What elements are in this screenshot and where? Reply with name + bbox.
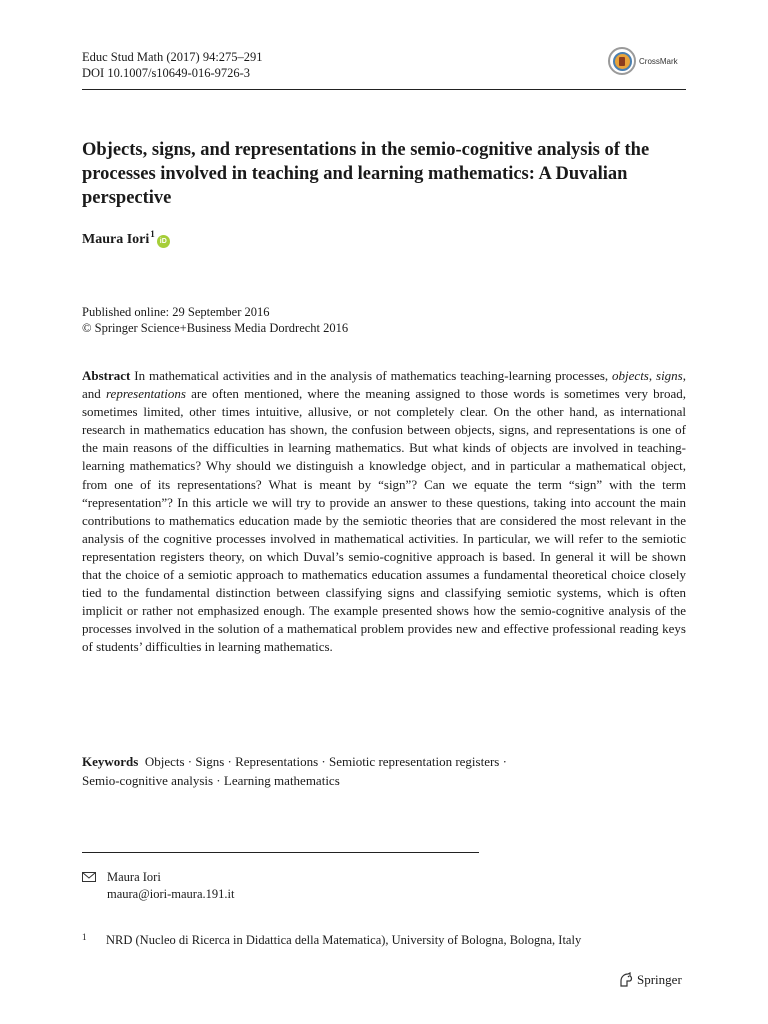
crossmark-badge[interactable] — [608, 47, 678, 75]
springer-horse-icon — [618, 972, 634, 988]
copyright-notice: © Springer Science+Business Media Dordrecht 2016 — [82, 321, 349, 335]
abstract-em-objects: objects — [612, 368, 649, 383]
affiliation-footnote — [82, 932, 581, 949]
abstract — [82, 367, 686, 657]
contact-email[interactable]: maura@iori-maura.191.it — [107, 887, 235, 901]
publication-info — [82, 304, 348, 336]
keywords-line-1: Objects · Signs · Representations · Semiotic representation registers · — [144, 754, 507, 769]
springer-logo — [618, 972, 682, 988]
keywords-line-2: Semio-cognitive analysis · Learning mathematics — [82, 772, 340, 788]
article-title: Objects, signs, and representations in the semio-cognitive analysis of the processes involved in teaching and learning mathematics: A Duvalian perspective — [82, 140, 650, 208]
crossmark-label: CrossMark — [639, 56, 678, 66]
corresponding-author — [82, 869, 234, 903]
footnote-rule — [82, 852, 479, 853]
keywords — [82, 753, 686, 790]
abstract-sep-2: , and — [82, 368, 686, 402]
keywords-label: Keywords — [82, 754, 139, 769]
author-name[interactable]: Maura Iori — [82, 232, 150, 247]
published-date: Published online: 29 September 2016 — [82, 305, 270, 319]
publisher-name: Springer — [637, 972, 682, 987]
affiliation-number: 1 — [82, 932, 87, 942]
abstract-label: Abstract — [82, 368, 131, 383]
author-line — [82, 229, 170, 248]
author-affiliation-mark: 1 — [150, 229, 155, 239]
crossmark-icon[interactable] — [608, 47, 636, 75]
contact-name: Maura Iori — [107, 870, 161, 884]
abstract-text-2: are often mentioned, where the meaning assigned to those words is sometimes very broad, sometimes limited, other times intuitive, allusive, or not completely clear. On the other hand, as international research in mathematics education has shown, the confusion between objects, signs, and representations is one of the main reasons of the difficulties in learning mathematics. But what kinds of objects are involved in teaching-learning mathematics? Why should we distinguish a knowledge object, and in particular a mathematical object, from one of its representations? What is meant by “sign”? Can we equate the term “sign” with the term “representation”? In this article we will try to provide an answer to these questions, taking into account the main contributions to mathematics education made by the semiotic theories that are considered the most relevant in the analysis of the cognitive processes involved in mathematical activities. In particular, we will refer to the semiotic representation registers theory, on which Duval’s semio-cognitive approach is based. In general it will be shown that the choice of a semiotic approach to mathematics education assumes a fundamental theoretical choice closely tied to the fundamental distinction between classifying signs and classifying semiotic systems, which is often implicit or rather not emphasized enough. The example presented shows how the semio-cognitive analysis of the processes involved in the solution of a mathematical problem provides new and effective professional reading keys of students’ difficulties in learning mathematics. — [82, 386, 687, 655]
doi-line[interactable]: DOI 10.1007/s10649-016-9726-3 — [82, 65, 251, 80]
affiliation-text: NRD (Nucleo di Ricerca in Didattica della Matematica), University of Bologna, Bologna, Italy — [106, 933, 582, 947]
journal-line: Educ Stud Math (2017) 94:275–291 — [82, 50, 263, 64]
abstract-sep-1: , — [648, 368, 653, 383]
journal-citation — [82, 50, 263, 81]
abstract-em-representations: representations — [105, 386, 186, 402]
abstract-em-signs: signs — [656, 368, 683, 383]
abstract-text-1: In mathematical activities and in the analysis of mathematics teaching-learning processes, — [134, 368, 609, 383]
envelope-icon — [82, 872, 96, 882]
orcid-icon[interactable]: iD — [157, 235, 170, 248]
header-rule — [82, 89, 686, 90]
